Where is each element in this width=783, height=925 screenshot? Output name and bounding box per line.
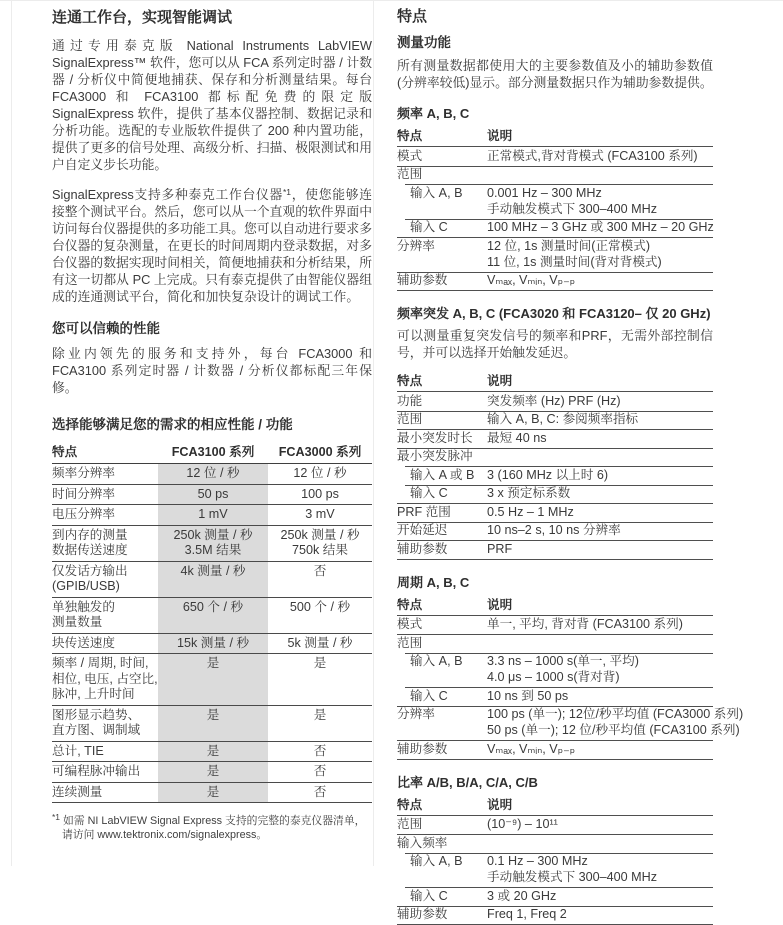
cell-line: 测量数量 bbox=[52, 615, 158, 631]
left-column-rule bbox=[11, 0, 12, 866]
spec-section-intro: 可以测量重复突发信号的频率和PRF，无需外部控制信号，并可以选择开始触发延迟。 bbox=[397, 327, 713, 361]
fca3000-value-cell bbox=[268, 705, 372, 741]
performance-table-header bbox=[52, 445, 372, 464]
spec-label: 辅助参数 bbox=[397, 543, 487, 557]
fca3000-value-cell bbox=[268, 597, 372, 633]
column-header-feature: 特点 bbox=[397, 598, 487, 612]
feature-cell bbox=[52, 633, 158, 654]
spec-row bbox=[397, 653, 713, 688]
row-divider bbox=[405, 466, 713, 467]
spec-label: 输入 A, B bbox=[397, 855, 487, 885]
cell-line: 15k 测量 / 秒 bbox=[158, 636, 268, 652]
row-divider bbox=[397, 237, 713, 238]
spec-description-line: 3 或 20 GHz bbox=[487, 890, 713, 904]
spec-description bbox=[487, 837, 713, 851]
spec-row bbox=[397, 466, 713, 485]
fca3000-value-cell bbox=[268, 782, 372, 803]
spec-row bbox=[397, 853, 713, 888]
feature-cell bbox=[52, 782, 158, 803]
fca3100-value-cell bbox=[158, 505, 268, 526]
row-divider bbox=[405, 219, 713, 220]
spec-label: 输入 A 或 B bbox=[397, 469, 487, 483]
cell-line: 是 bbox=[158, 708, 268, 724]
fca3000-value-cell bbox=[268, 525, 372, 561]
spec-description-line: 3 (160 MHz 以上时 6) bbox=[487, 469, 713, 483]
spec-description bbox=[487, 708, 713, 738]
cell-line: 是 bbox=[158, 785, 268, 801]
table-row bbox=[52, 484, 372, 505]
column-header-feature: 特点 bbox=[52, 445, 158, 464]
table-row bbox=[52, 597, 372, 633]
spec-label: 输入频率 bbox=[397, 837, 487, 851]
feature-cell bbox=[52, 762, 158, 783]
row-divider bbox=[405, 687, 713, 688]
table-row bbox=[52, 561, 372, 597]
spec-row bbox=[397, 740, 713, 759]
spec-row bbox=[397, 616, 713, 635]
spec-sections bbox=[397, 105, 713, 925]
column-header-description: 说明 bbox=[487, 798, 713, 812]
spec-description-line: 4.0 μs – 1000 s(背对背) bbox=[487, 671, 713, 685]
spec-table bbox=[397, 796, 713, 925]
spec-description-line: 100 ps (单一); 12位/秒平均值 (FCA3000 系列) bbox=[487, 708, 713, 724]
cell-line: 时间分辨率 bbox=[52, 487, 158, 503]
feature-cell bbox=[52, 705, 158, 741]
spec-description-line: 0.001 Hz – 300 MHz bbox=[487, 187, 713, 203]
paragraph-signalexpress-1: 通过专用泰克版 National Instruments LabVIEW SignalExpress™ 软件，您可以从 FCA 系列定时器 / 计数器 / 分析仪中简便地捕获、保存和分析测量结果。每台 FCA3000 和 FCA3100 都标配免费的限定版 SignalExpress 软件，提供了基本仪器控制、数据记录和分析功能。选配的专业版软件提供了 200 种内置功能，提供了更多的信号处理、高级分析、扫描、极限测试和用户自定义步长功能。 bbox=[52, 37, 372, 173]
spec-table bbox=[397, 596, 713, 760]
footnote-marker: *1 bbox=[283, 187, 291, 197]
spec-label: 开始延迟 bbox=[397, 524, 487, 538]
spec-row bbox=[397, 706, 713, 741]
spec-description bbox=[487, 655, 713, 685]
spec-row bbox=[397, 687, 713, 706]
spec-label: 辅助参数 bbox=[397, 908, 487, 922]
cell-line: 500 个 / 秒 bbox=[268, 600, 372, 616]
spec-description-line: 最短 40 ns bbox=[487, 432, 713, 446]
spec-description-line: 12 位, 1s 测量时间(正常模式) bbox=[487, 240, 713, 256]
cell-line: 3 mV bbox=[268, 507, 372, 523]
cell-line: 连续测量 bbox=[52, 785, 158, 801]
spec-description-line: Vₘₐₓ, Vₘᵢₙ, Vₚ₋ₚ bbox=[487, 743, 713, 757]
feature-cell bbox=[52, 654, 158, 706]
spec-section-title: 周期 A, B, C bbox=[397, 574, 713, 591]
fca3000-value-cell bbox=[268, 484, 372, 505]
spec-description bbox=[487, 187, 713, 217]
section-title-features: 特点 bbox=[397, 7, 713, 27]
spec-row bbox=[397, 219, 713, 238]
header-row bbox=[52, 445, 372, 464]
row-divider bbox=[397, 503, 713, 504]
table-row bbox=[52, 762, 372, 783]
row-divider bbox=[397, 166, 713, 167]
fca3100-value-cell bbox=[158, 525, 268, 561]
spec-row bbox=[397, 485, 713, 504]
table-row bbox=[52, 741, 372, 762]
spec-description-line: 输入 A, B, C: 参阅频率指标 bbox=[487, 413, 713, 427]
cell-line: 250k 测量 / 秒 bbox=[158, 528, 268, 544]
cell-line: 1 mV bbox=[158, 507, 268, 523]
spec-description-line: 手动触发模式下 300–400 MHz bbox=[487, 871, 713, 885]
cell-line: 仅发话方输出 bbox=[52, 564, 158, 580]
column-header-fca3100: FCA3100 系列 bbox=[158, 445, 268, 464]
cell-line: 总计, TIE bbox=[52, 744, 158, 760]
row-divider bbox=[397, 706, 713, 707]
spec-description bbox=[487, 543, 713, 557]
spec-description bbox=[487, 524, 713, 538]
spec-description bbox=[487, 168, 713, 182]
table-row bbox=[52, 505, 372, 526]
spec-description-line: 3 x 预定标系数 bbox=[487, 487, 713, 501]
spec-row bbox=[397, 147, 713, 166]
spec-row bbox=[397, 392, 713, 411]
spec-description-line: 3.3 ns – 1000 s(单一, 平均) bbox=[487, 655, 713, 671]
spec-row bbox=[397, 448, 713, 467]
table-row bbox=[52, 525, 372, 561]
spec-description bbox=[487, 395, 713, 409]
column-header-description: 说明 bbox=[487, 129, 713, 143]
feature-cell bbox=[52, 484, 158, 505]
paragraph-warranty: 除业内领先的服务和支持外，每台 FCA3000 和 FCA3100 系列定时器 / 计数器 / 分析仪都标配三年保修。 bbox=[52, 345, 372, 396]
spec-description bbox=[487, 221, 713, 235]
cell-line: 否 bbox=[268, 764, 372, 780]
row-divider bbox=[397, 272, 713, 273]
row-divider bbox=[397, 411, 713, 412]
feature-cell bbox=[52, 741, 158, 762]
feature-cell bbox=[52, 525, 158, 561]
spec-section-title: 比率 A/B, B/A, C/A, C/B bbox=[397, 774, 713, 791]
cell-line: 750k 结果 bbox=[268, 543, 372, 559]
spec-table-header bbox=[397, 372, 713, 392]
fca3100-value-cell bbox=[158, 597, 268, 633]
spec-description bbox=[487, 908, 713, 922]
fca3100-value-cell bbox=[158, 782, 268, 803]
spec-row bbox=[397, 887, 713, 906]
paragraph-measurement-intro: 所有测量数据都使用大的主要参数值及小的辅助参数值(分辨率较低)显示。部分测量数据只作为辅助参数提供。 bbox=[397, 57, 713, 91]
fca3100-value-cell bbox=[158, 705, 268, 741]
spec-section bbox=[397, 305, 713, 560]
spec-description-line: 单一, 平均, 背对背 (FCA3100 系列) bbox=[487, 618, 713, 632]
cell-line: 12 位 / 秒 bbox=[158, 466, 268, 482]
fca3000-value-cell bbox=[268, 561, 372, 597]
spec-label: 输入 C bbox=[397, 487, 487, 501]
fca3000-value-cell bbox=[268, 505, 372, 526]
spec-label: 最小突发脉冲 bbox=[397, 450, 487, 464]
spec-label: 输入 C bbox=[397, 690, 487, 704]
spec-label: 范围 bbox=[397, 818, 487, 832]
spec-label: 辅助参数 bbox=[397, 743, 487, 757]
spec-description bbox=[487, 743, 713, 757]
spec-description-line: 10 ns 到 50 ps bbox=[487, 690, 713, 704]
spec-label: 范围 bbox=[397, 168, 487, 182]
table-row bbox=[52, 464, 372, 485]
cell-line: 650 个 / 秒 bbox=[158, 600, 268, 616]
cell-line: 直方图、调制域 bbox=[52, 723, 158, 739]
cell-line: 是 bbox=[158, 656, 268, 672]
row-divider bbox=[397, 740, 713, 741]
spec-row bbox=[397, 272, 713, 291]
fca3100-value-cell bbox=[158, 741, 268, 762]
left-column bbox=[52, 6, 372, 842]
table-row bbox=[52, 654, 372, 706]
spec-description-line: 100 MHz – 3 GHz 或 300 MHz – 20 GHz bbox=[487, 221, 713, 235]
table-row bbox=[52, 782, 372, 803]
spec-row bbox=[397, 184, 713, 219]
spec-description-line: (10⁻⁹) – 10¹¹ bbox=[487, 818, 713, 832]
spec-label: 分辨率 bbox=[397, 240, 487, 270]
row-divider bbox=[405, 853, 713, 854]
row-divider bbox=[397, 429, 713, 430]
spec-description bbox=[487, 432, 713, 446]
cell-line: 电压分辨率 bbox=[52, 507, 158, 523]
cell-line: 可编程脉冲输出 bbox=[52, 764, 158, 780]
paragraph-signalexpress-2: SignalExpress支持多种泰克工作台仪器$^{*1}$，使您能够连接整个测试平台。然后，您可以从一个直观的软件界面中访问每台仪器提供的多功能工具。您可以自动进行要求多台仪器的复杂测量，在更长的时间周期内登录数据，对多台仪器的数据实现时间相关，简便地捕获和分析结果，所有这一切都从 PC 上完成。只有泰克提供了由智能仪器组成的连通测试平台，简化和加快复杂设计的调试工作。 bbox=[52, 184, 372, 305]
cell-line: 50 ps bbox=[158, 487, 268, 503]
spec-description bbox=[487, 240, 713, 270]
row-divider bbox=[397, 834, 713, 835]
feature-cell bbox=[52, 505, 158, 526]
spec-table bbox=[397, 372, 713, 560]
section-title-selection: 选择能够满足您的需求的相应性能 / 功能 bbox=[52, 416, 372, 434]
cell-line: 单独触发的 bbox=[52, 600, 158, 616]
spec-description-line: PRF bbox=[487, 543, 713, 557]
spec-label: 分辨率 bbox=[397, 708, 487, 738]
table-row bbox=[52, 705, 372, 741]
spec-label: 输入 A, B bbox=[397, 187, 487, 217]
section-title-reliability: 您可以信赖的性能 bbox=[52, 320, 372, 338]
row-divider bbox=[405, 184, 713, 185]
cell-line: 相位, 电压, 占空比, bbox=[52, 672, 158, 688]
cell-line: 否 bbox=[268, 744, 372, 760]
spec-table-header bbox=[397, 127, 713, 147]
section-title-connectivity: 连通工作台，实现智能调试 bbox=[52, 8, 372, 28]
spec-row bbox=[397, 906, 713, 925]
row-divider bbox=[397, 906, 713, 907]
row-divider bbox=[397, 448, 713, 449]
spec-description bbox=[487, 413, 713, 427]
spec-row bbox=[397, 816, 713, 835]
row-divider bbox=[405, 887, 713, 888]
feature-cell bbox=[52, 464, 158, 485]
cell-line: 频率分辨率 bbox=[52, 466, 158, 482]
fca3100-value-cell bbox=[158, 633, 268, 654]
cell-line: 数据传送速度 bbox=[52, 543, 158, 559]
spec-description bbox=[487, 487, 713, 501]
spec-table bbox=[397, 127, 713, 291]
section-title-measurement-functions: 测量功能 bbox=[397, 34, 713, 51]
cell-line: 到内存的测量 bbox=[52, 528, 158, 544]
column-header-feature: 特点 bbox=[397, 129, 487, 143]
spec-row bbox=[397, 540, 713, 559]
cell-line: 块传送速度 bbox=[52, 636, 158, 652]
spec-description bbox=[487, 818, 713, 832]
row-divider bbox=[397, 634, 713, 635]
cell-line: 是 bbox=[268, 708, 372, 724]
right-column bbox=[397, 5, 713, 925]
feature-cell bbox=[52, 597, 158, 633]
column-header-feature: 特点 bbox=[397, 798, 487, 812]
spec-description bbox=[487, 469, 713, 483]
performance-comparison-table bbox=[52, 445, 372, 803]
feature-cell bbox=[52, 561, 158, 597]
spec-description-line: 手动触发模式下 300–400 MHz bbox=[487, 203, 713, 217]
spec-section bbox=[397, 774, 713, 925]
spec-description bbox=[487, 450, 713, 464]
cell-line: 是 bbox=[268, 656, 372, 672]
spec-description-line: Freq 1, Freq 2 bbox=[487, 908, 713, 922]
fca3100-value-cell bbox=[158, 464, 268, 485]
footnote: $^{*1}$ 如需 NI LabVIEW Signal Express 支持的完整的泰克仪器清单，请访问 www.tektronix.com/signalexpress。 bbox=[52, 810, 372, 842]
row-divider bbox=[397, 540, 713, 541]
spec-description bbox=[487, 855, 713, 885]
spec-description-line: 0.5 Hz – 1 MHz bbox=[487, 506, 713, 520]
table-row bbox=[52, 633, 372, 654]
spec-row bbox=[397, 522, 713, 541]
cell-line: 脉冲, 上升时间 bbox=[52, 687, 158, 703]
spec-description bbox=[487, 618, 713, 632]
spec-label: 输入 A, B bbox=[397, 655, 487, 685]
spec-row bbox=[397, 634, 713, 653]
spec-label: 模式 bbox=[397, 150, 487, 164]
fca3100-value-cell bbox=[158, 561, 268, 597]
spec-label: 范围 bbox=[397, 413, 487, 427]
spec-description bbox=[487, 274, 713, 288]
spec-description bbox=[487, 637, 713, 651]
spec-label: 输入 C bbox=[397, 221, 487, 235]
spec-description-line: Vₘₐₓ, Vₘᵢₙ, Vₚ₋ₚ bbox=[487, 274, 713, 288]
spec-row bbox=[397, 429, 713, 448]
spec-label: 输入 C bbox=[397, 890, 487, 904]
spec-section-title: 频率突发 A, B, C (FCA3020 和 FCA3120– 仅 20 GHz) bbox=[397, 305, 713, 322]
spec-description-line: 正常模式,背对背模式 (FCA3100 系列) bbox=[487, 150, 713, 164]
spec-label: 最小突发时长 bbox=[397, 432, 487, 446]
spec-description bbox=[487, 690, 713, 704]
spec-row bbox=[397, 166, 713, 185]
spec-description bbox=[487, 890, 713, 904]
performance-table-body bbox=[52, 464, 372, 803]
cell-line: 250k 测量 / 秒 bbox=[268, 528, 372, 544]
spec-description bbox=[487, 506, 713, 520]
spec-description-line: 11 位, 1s 测量时间(背对背模式) bbox=[487, 256, 713, 270]
fca3000-value-cell bbox=[268, 633, 372, 654]
cell-line: 是 bbox=[158, 744, 268, 760]
column-divider-rule bbox=[373, 0, 374, 866]
spec-table-header bbox=[397, 796, 713, 816]
page-top-rule bbox=[0, 0, 783, 1]
spec-row bbox=[397, 237, 713, 272]
spec-row bbox=[397, 834, 713, 853]
spec-description-line: 10 ns–2 s, 10 ns 分辨率 bbox=[487, 524, 713, 538]
spec-row bbox=[397, 411, 713, 430]
fca3100-value-cell bbox=[158, 762, 268, 783]
column-header-feature: 特点 bbox=[397, 374, 487, 388]
spec-description-line: 突发频率 (Hz) PRF (Hz) bbox=[487, 395, 713, 409]
fca3100-value-cell bbox=[158, 484, 268, 505]
spec-label: PRF 范围 bbox=[397, 506, 487, 520]
spec-section-title: 频率 A, B, C bbox=[397, 105, 713, 122]
spec-label: 范围 bbox=[397, 637, 487, 651]
cell-line: 否 bbox=[268, 785, 372, 801]
cell-line: 频率 / 周期, 时间, bbox=[52, 656, 158, 672]
cell-line: 5k 测量 / 秒 bbox=[268, 636, 372, 652]
column-header-description: 说明 bbox=[487, 598, 713, 612]
spec-description bbox=[487, 150, 713, 164]
spec-label: 功能 bbox=[397, 395, 487, 409]
column-header-fca3000: FCA3000 系列 bbox=[268, 445, 372, 464]
cell-line: 是 bbox=[158, 764, 268, 780]
spec-row bbox=[397, 503, 713, 522]
spec-label: 模式 bbox=[397, 618, 487, 632]
cell-line: 12 位 / 秒 bbox=[268, 466, 372, 482]
spec-label: 辅助参数 bbox=[397, 274, 487, 288]
fca3100-value-cell bbox=[158, 654, 268, 706]
cell-line: (GPIB/USB) bbox=[52, 579, 158, 595]
spec-section bbox=[397, 105, 713, 291]
cell-line: 否 bbox=[268, 564, 372, 580]
row-divider bbox=[405, 485, 713, 486]
cell-line: 3.5M 结果 bbox=[158, 543, 268, 559]
spec-table-header bbox=[397, 596, 713, 616]
row-divider bbox=[397, 522, 713, 523]
footnote-marker: *1 bbox=[52, 812, 60, 822]
cell-line: 4k 测量 / 秒 bbox=[158, 564, 268, 580]
cell-line: 100 ps bbox=[268, 487, 372, 503]
row-divider bbox=[405, 653, 713, 654]
spec-description-line: 50 ps (单一); 12 位/秒平均值 (FCA3100 系列) bbox=[487, 724, 713, 738]
cell-line: 图形显示趋势、 bbox=[52, 708, 158, 724]
fca3000-value-cell bbox=[268, 654, 372, 706]
spec-description-line: 0.1 Hz – 300 MHz bbox=[487, 855, 713, 871]
spec-section bbox=[397, 574, 713, 760]
fca3000-value-cell bbox=[268, 762, 372, 783]
fca3000-value-cell bbox=[268, 464, 372, 485]
column-header-description: 说明 bbox=[487, 374, 713, 388]
fca3000-value-cell bbox=[268, 741, 372, 762]
